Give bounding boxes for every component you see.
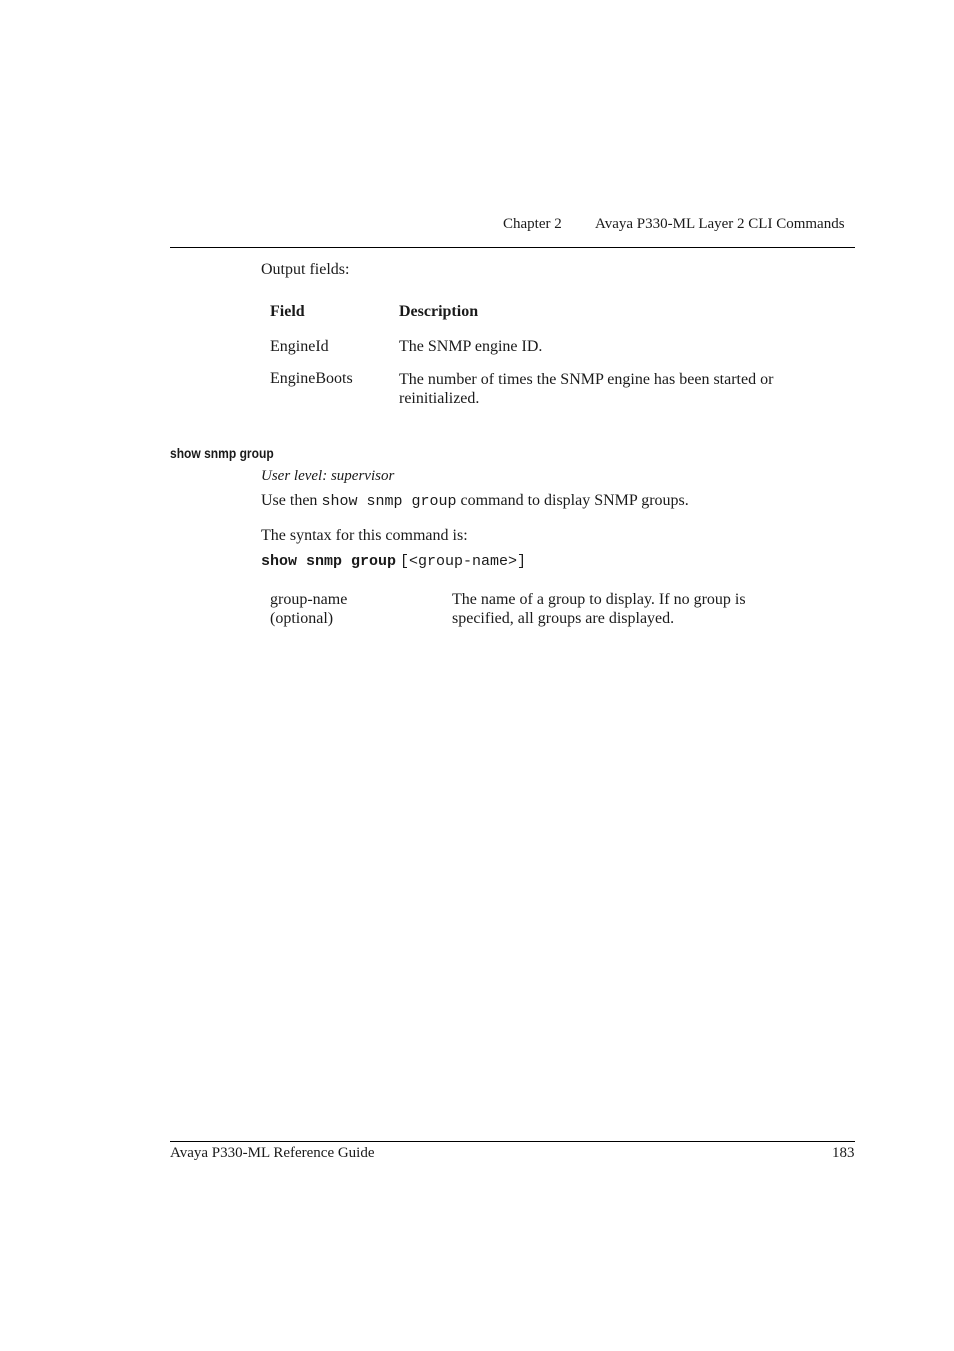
column-header-field: Field — [270, 303, 305, 320]
description-prefix: Use then — [261, 492, 318, 509]
header-title: Avaya P330-ML Layer 2 CLI Commands — [595, 216, 845, 232]
footer-rule — [170, 1141, 855, 1142]
table-row-field: EngineId — [270, 338, 329, 355]
header-chapter: Chapter 2 — [503, 216, 562, 232]
page-number: 183 — [832, 1145, 855, 1161]
syntax-intro: The syntax for this command is: — [261, 527, 468, 544]
syntax-line — [261, 552, 526, 570]
parameter-name-cell — [270, 590, 347, 628]
table-row-field: EngineBoots — [270, 370, 353, 387]
section-title: show snmp group — [170, 445, 274, 461]
output-fields-intro: Output fields: — [261, 261, 350, 278]
description-suffix: command to display SNMP groups. — [460, 492, 689, 509]
user-level: User level: supervisor — [261, 468, 395, 484]
parameter-description: The name of a group to display. If no group is specified, all groups are displayed. — [452, 591, 746, 627]
parameter-name: group-name — [270, 591, 348, 608]
parameter-qualifier: (optional) — [270, 610, 334, 627]
table-row-description: The number of times the SNMP engine has been started or reinitialized. — [399, 371, 774, 407]
syntax-command: show snmp group — [261, 553, 397, 570]
command-description — [261, 492, 689, 510]
header-rule — [170, 247, 855, 248]
column-header-description: Description — [399, 303, 479, 320]
table-row-description: The SNMP engine ID. — [399, 338, 543, 355]
syntax-args: [<group-name>] — [400, 553, 527, 570]
footer-guide: Avaya P330-ML Reference Guide — [170, 1145, 375, 1161]
inline-command: show snmp group — [321, 493, 457, 510]
